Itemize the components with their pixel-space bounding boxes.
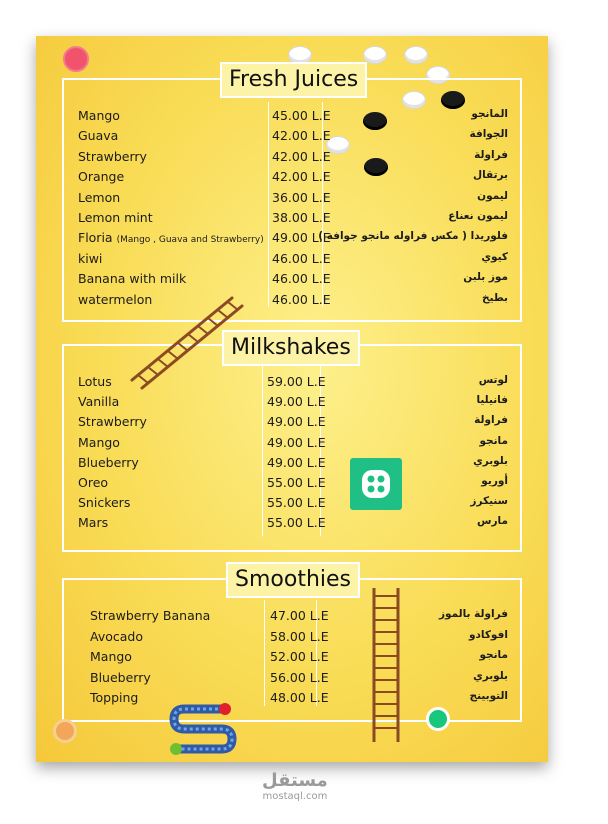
fresh-juices-title: Fresh Juices (220, 62, 367, 98)
menu-item-row (78, 414, 508, 434)
item-price: 55.00 L.E (267, 495, 326, 511)
item-name (78, 374, 112, 389)
item-name-text: Guava (78, 128, 119, 144)
item-name-text: Orange (78, 169, 125, 185)
item-name-arabic: لوتس (478, 374, 508, 386)
item-price: 48.00 L.E (270, 690, 329, 706)
item-name-arabic: فلوريدا ( مكس فراوله مانجو جوافة ) (318, 230, 508, 243)
menu-item-row (78, 455, 508, 475)
item-price: 46.00 L.E (272, 271, 331, 287)
item-name (78, 128, 118, 143)
item-name-arabic: المانجو (471, 108, 508, 120)
item-name-text: watermelon (78, 291, 153, 307)
item-name-arabic: سنيكرز (470, 495, 508, 508)
milkshakes-title: Milkshakes (222, 330, 360, 366)
item-price: 46.00 L.E (272, 291, 331, 307)
item-name-arabic: بلوبري (473, 454, 508, 467)
item-name-text: Floria (78, 230, 113, 246)
watermark-latin: mostaql.com (262, 791, 328, 802)
item-name-text: Topping (90, 690, 139, 706)
menu-item-row (78, 190, 508, 210)
menu-item-row (78, 495, 508, 515)
item-name (90, 649, 132, 664)
item-name-text: Lemon mint (78, 210, 153, 225)
item-name-text: Lotus (78, 374, 112, 389)
item-name (78, 271, 186, 286)
item-price: 49.00 L.E (272, 230, 331, 246)
menu-item-row (78, 515, 508, 535)
watermark-arabic: مستقل (262, 770, 328, 791)
menu-item-row (78, 128, 508, 148)
item-price: 47.00 L.E (270, 608, 329, 623)
menu-item-row (78, 210, 508, 230)
menu-item-row (78, 394, 508, 414)
item-name-text: Blueberry (90, 669, 151, 685)
item-name (78, 251, 102, 266)
item-name-text: Mango (78, 434, 120, 450)
ladder-icon (128, 292, 248, 392)
menu-item-row (78, 271, 508, 291)
item-name-text: Strawberry Banana (90, 608, 211, 623)
item-name-arabic: بطيخ (481, 291, 508, 304)
item-name-text: kiwi (78, 250, 103, 266)
item-name (90, 608, 210, 623)
menu-item-row (78, 435, 508, 455)
item-name-text: Mango (78, 108, 120, 123)
smoothies-title: Smoothies (226, 562, 360, 598)
item-name-arabic: فراولة بالموز (439, 608, 508, 620)
item-name (90, 629, 143, 644)
dice-icon (350, 458, 402, 510)
watermark (262, 770, 328, 802)
item-name-text: Oreo (78, 475, 109, 490)
menu-item-row (90, 629, 508, 649)
item-name (90, 690, 138, 705)
item-name-arabic: افوكادو (468, 628, 508, 641)
item-name-arabic: موز بلبن (463, 271, 508, 284)
item-price: 42.00 L.E (272, 148, 331, 164)
item-price: 49.00 L.E (267, 414, 326, 430)
item-name (78, 414, 147, 429)
item-price: 55.00 L.E (267, 475, 326, 490)
item-name-text: Vanilla (78, 394, 120, 410)
item-name-text: Strawberry (78, 414, 147, 430)
menu-item-row (78, 230, 508, 250)
item-name-arabic: مارس (477, 515, 508, 528)
item-name-arabic: مانجو (479, 434, 508, 447)
item-price: 58.00 L.E (270, 628, 329, 644)
item-name-arabic: التوبينج (469, 690, 508, 703)
item-name (78, 455, 139, 470)
snake-icon (164, 700, 244, 760)
menu-item-row (78, 475, 508, 495)
item-price: 55.00 L.E (267, 515, 326, 531)
item-price: 59.00 L.E (267, 374, 326, 389)
item-name-arabic: فراولة (474, 148, 508, 161)
menu-item-row (78, 108, 508, 128)
item-name-text: Mars (78, 515, 109, 531)
item-note: (Mango , Guava and Strawberry) (116, 235, 264, 246)
item-price: 52.00 L.E (270, 649, 329, 665)
item-name-text: Mango (90, 649, 132, 665)
item-name-arabic: فراولة (474, 414, 508, 427)
ladder-icon (370, 588, 402, 742)
item-name-text: Blueberry (78, 454, 139, 470)
item-name (78, 495, 130, 510)
item-name-arabic: كيوي (481, 250, 508, 263)
item-name (78, 475, 108, 490)
item-name-arabic: مانجو (479, 649, 508, 662)
item-name-arabic: فانيليا (476, 394, 508, 407)
item-price: 36.00 L.E (272, 189, 331, 205)
menu-item-row (78, 149, 508, 169)
item-name (78, 210, 153, 225)
item-price: 38.00 L.E (272, 210, 331, 225)
item-name-arabic: أوريو (481, 475, 508, 487)
menu-item-row (78, 169, 508, 189)
item-price: 42.00 L.E (272, 128, 331, 144)
item-price: 45.00 L.E (272, 108, 331, 123)
item-name-text: Banana with milk (78, 271, 187, 287)
menu-item-row (90, 670, 508, 690)
item-name-arabic: برتقال (472, 169, 508, 182)
game-token-icon (63, 46, 89, 72)
item-name (78, 149, 147, 164)
item-name-arabic: بلوبري (473, 669, 508, 682)
menu-item-row (78, 251, 508, 271)
item-name (78, 515, 108, 530)
item-name (78, 108, 120, 123)
item-name-text: Strawberry (78, 148, 147, 164)
item-name (78, 230, 264, 245)
menu-poster (36, 36, 548, 762)
game-token-icon (53, 719, 77, 743)
item-price: 49.00 L.E (267, 454, 326, 470)
item-name (78, 394, 119, 409)
game-chip-icon (404, 46, 428, 64)
menu-item-row (90, 690, 508, 710)
item-name-text: Avocado (90, 628, 143, 644)
item-name-arabic: ليمون نعناع (448, 210, 508, 222)
item-name (78, 169, 124, 184)
item-name (78, 435, 120, 450)
item-price: 56.00 L.E (270, 669, 329, 685)
item-price: 49.00 L.E (267, 394, 326, 410)
item-price: 46.00 L.E (272, 250, 331, 266)
game-token-icon (426, 707, 450, 731)
item-price: 42.00 L.E (272, 169, 331, 185)
menu-item-row (90, 608, 508, 628)
item-name (90, 670, 151, 685)
item-price: 49.00 L.E (267, 434, 326, 450)
menu-item-row (90, 649, 508, 669)
item-name-arabic: الجوافة (469, 128, 508, 141)
item-name (78, 190, 120, 205)
item-name-text: Lemon (78, 189, 121, 205)
item-name-arabic: ليمون (477, 189, 508, 202)
item-name-text: Snickers (78, 495, 131, 511)
